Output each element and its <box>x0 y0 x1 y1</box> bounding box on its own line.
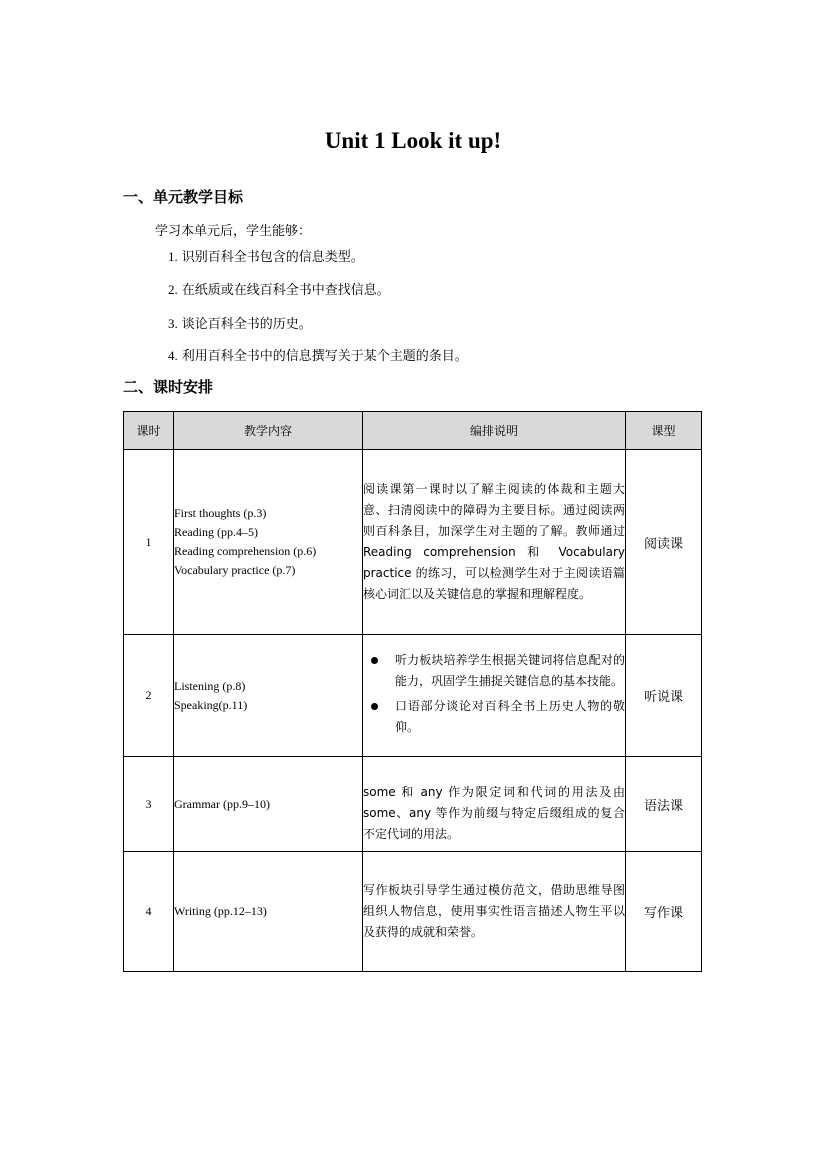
notes-cell: 写作板块引导学生通过模仿范文，借助思维导图组织人物信息，使用事实性语言描述人物生平以及获得的成就和荣誉。 <box>363 852 626 972</box>
notes-cell: 阅读课第一课时以了解主阅读的体裁和主题大意、扫清阅读中的障碍为主要目标。通过阅读两则百科条目，加深学生对主题的了解。教师通过 Reading comprehension 和 Vocabulary practice 的练习，可以检测学生对于主阅读语篇核心词汇以及关键信息的掌握和理解程度。 <box>363 450 626 635</box>
lesson-type-cell: 听说课 <box>626 635 702 757</box>
header-type: 课型 <box>626 412 702 450</box>
content-line: First thoughts (p.3) <box>174 506 267 520</box>
objective-number: 4. <box>168 348 178 363</box>
content-line: Vocabulary practice (p.7) <box>174 563 296 577</box>
section-heading-schedule: 二、课时安排 <box>123 378 214 396</box>
objectives-intro: 学习本单元后，学生能够： <box>155 224 312 239</box>
content-line: Listening (p.8) <box>174 678 246 693</box>
lesson-type-cell: 阅读课 <box>626 450 702 635</box>
bullet-text: 口语部分谈论对百科全书上历史人物的敬仰。 <box>395 698 625 734</box>
objective-item <box>168 246 364 265</box>
period-cell: 1 <box>124 450 174 635</box>
notes-cell <box>363 635 626 757</box>
header-content: 教学内容 <box>174 412 363 450</box>
bullet-text: 听力板块培养学生根据关键词将信息配对的能力，巩固学生捕捉关键信息的基本技能。 <box>395 652 625 688</box>
objective-text: 在纸质或在线百科全书中查找信息。 <box>181 283 390 298</box>
objective-number: 1. <box>168 249 178 264</box>
objective-text: 谈论百科全书的历史。 <box>181 317 312 332</box>
content-cell <box>174 757 363 852</box>
header-notes: 编排说明 <box>363 412 626 450</box>
content-line: Grammar (pp.9–10) <box>174 796 270 811</box>
section-heading-objectives: 一、单元教学目标 <box>123 188 244 206</box>
table-row <box>124 450 702 635</box>
table-header-row <box>124 412 702 450</box>
lesson-type-cell: 写作课 <box>626 852 702 972</box>
objective-item <box>168 345 468 364</box>
list-item <box>363 696 625 738</box>
objective-text: 识别百科全书包含的信息类型。 <box>181 250 364 265</box>
content-line: Reading (pp.4–5) <box>174 525 258 539</box>
objective-text: 利用百科全书中的信息撰写关于某个主题的条目。 <box>181 349 468 364</box>
table-row <box>124 635 702 757</box>
content-line: Writing (pp.12–13) <box>174 904 267 918</box>
header-period: 课时 <box>124 412 174 450</box>
bullet-icon <box>371 703 378 710</box>
list-item <box>363 650 625 692</box>
content-cell <box>174 852 363 972</box>
notes-cell: some 和 any 作为限定词和代词的用法及由 some、any 等作为前缀与特定后缀组成的复合不定代词的用法。 <box>363 757 626 852</box>
content-line: Reading comprehension (p.6) <box>174 544 317 558</box>
content-line: Speaking(p.11) <box>174 697 248 712</box>
period-cell: 3 <box>124 757 174 852</box>
document-title: Unit 1 Look it up! <box>324 128 502 153</box>
objective-number: 2. <box>168 282 178 297</box>
lesson-schedule-table <box>123 411 702 972</box>
period-cell: 2 <box>124 635 174 757</box>
table-row <box>124 757 702 852</box>
objective-item <box>168 279 390 298</box>
bullet-icon <box>371 657 378 664</box>
objective-number: 3. <box>168 316 178 331</box>
content-cell <box>174 635 363 757</box>
objective-item <box>168 313 312 332</box>
content-cell <box>174 450 363 635</box>
lesson-type-cell: 语法课 <box>626 757 702 852</box>
table-row <box>124 852 702 972</box>
period-cell: 4 <box>124 852 174 972</box>
